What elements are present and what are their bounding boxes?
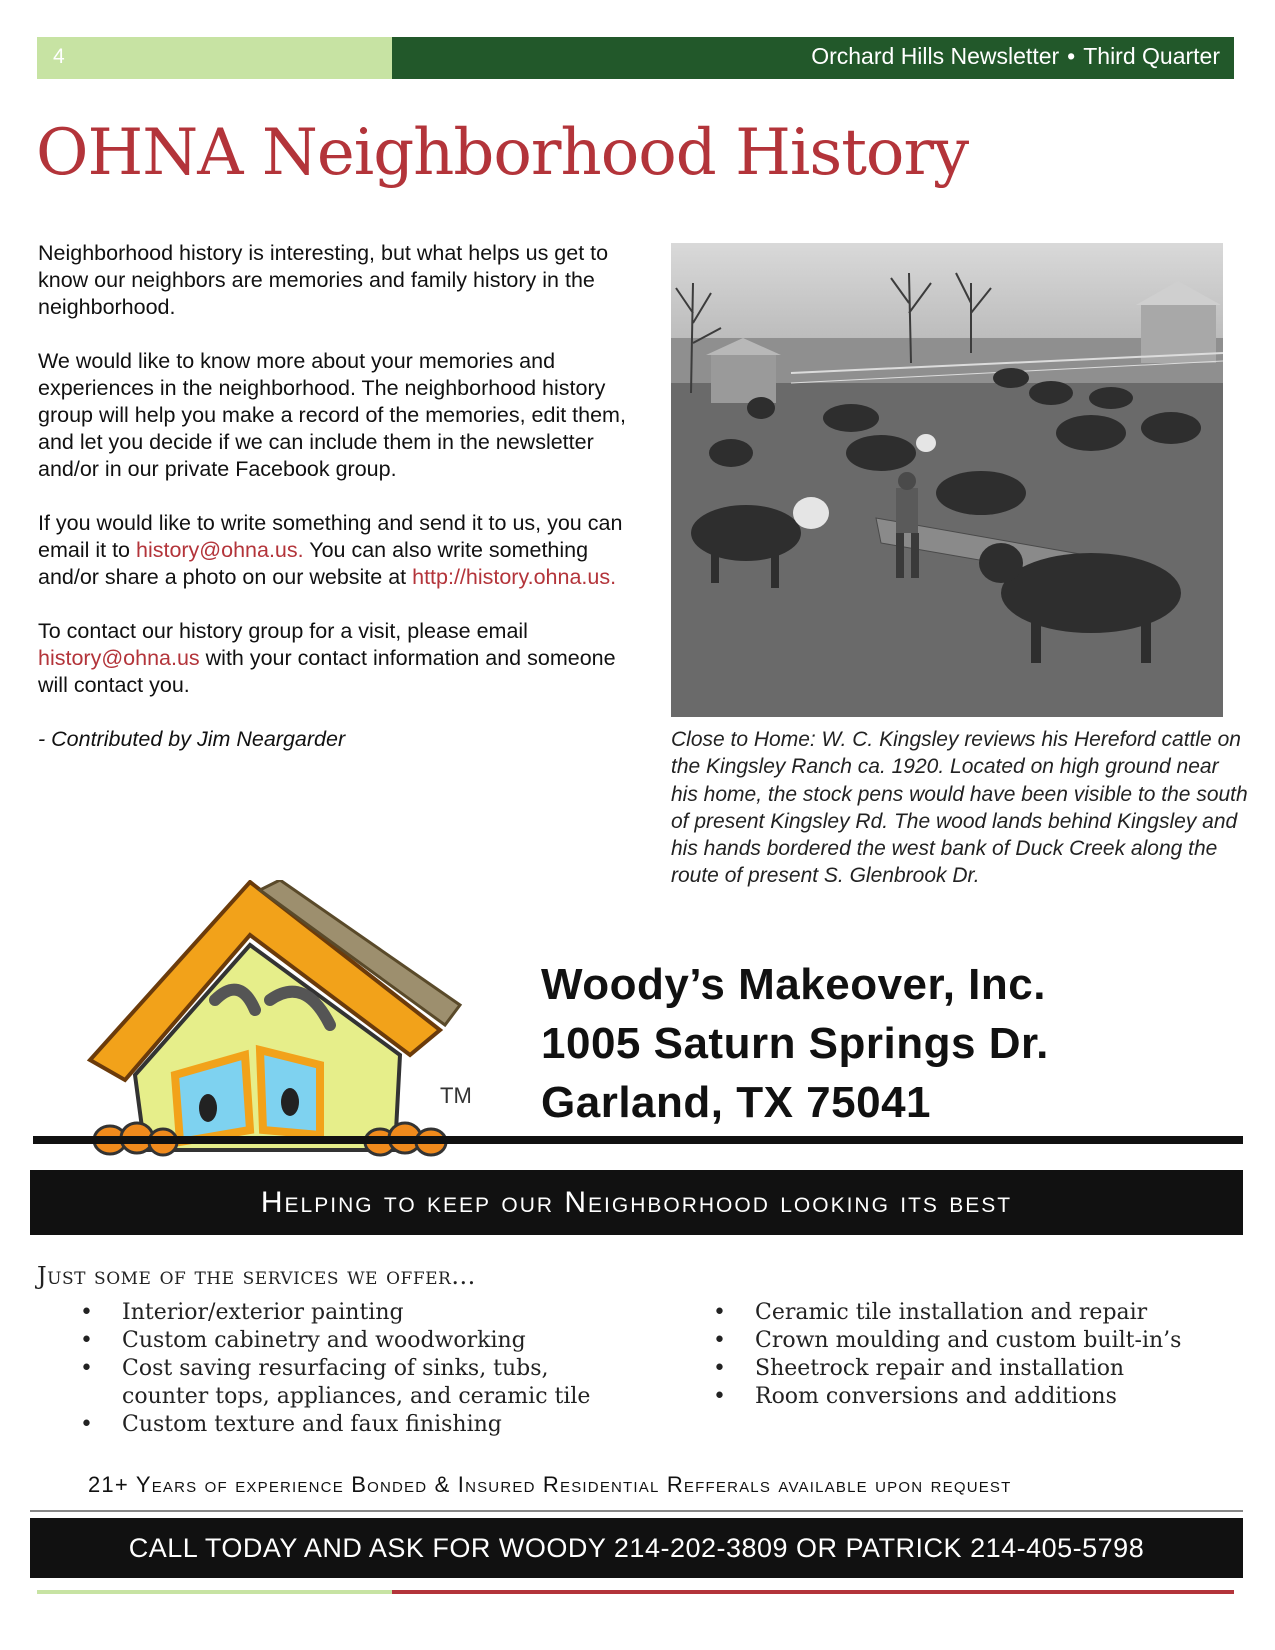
ad-slogan: Helping to keep our Neighborhood looking its best bbox=[260, 1185, 1013, 1219]
website-link[interactable]: http://history.ohna.us. bbox=[412, 565, 617, 589]
service-item: • Crown moulding and custom built-in’s bbox=[713, 1327, 1233, 1355]
services-list-right bbox=[713, 1299, 1233, 1411]
house-mascot-logo bbox=[65, 880, 485, 1165]
trademark-mark: TM bbox=[440, 1083, 472, 1108]
article-paragraph: Neighborhood history is interesting, but what helps us get to know our neighbors are memories and family history in the neighborhood. bbox=[38, 241, 609, 319]
article-paragraph: We would like to know more about your memories and experiences in the neighborhood. The neighborhood history group will help you make a record of the memories, edit them, and let you decide if we can include them in the newsletter and/or in our private Facebook group. bbox=[38, 349, 626, 481]
header-accent-dark bbox=[392, 37, 1234, 79]
footer-accent-light bbox=[37, 1590, 392, 1594]
issue-label: Third Quarter bbox=[1083, 43, 1220, 69]
paragraph-text: You can also write something and/or share a photo on our website at bbox=[38, 538, 589, 589]
service-item: • Interior/exterior painting bbox=[80, 1299, 640, 1327]
house-illustration bbox=[65, 880, 485, 1165]
paragraph-text: If you would like to write something and send it to us, you can email it to bbox=[38, 511, 623, 562]
ad-street-address: 1005 Saturn Springs Dr. bbox=[541, 1019, 1049, 1068]
header-separator: • bbox=[1067, 43, 1076, 69]
ad-slogan-banner bbox=[30, 1170, 1243, 1235]
services-heading: Just some of the services we offer... bbox=[37, 1262, 476, 1290]
service-item: • Custom cabinetry and woodworking bbox=[80, 1327, 640, 1355]
paragraph-text: To contact our history group for a visit, please email bbox=[38, 619, 528, 643]
service-item: • Ceramic tile installation and repair bbox=[713, 1299, 1233, 1327]
article-paragraph bbox=[38, 618, 628, 699]
ad-city-state-zip: Garland, TX 75041 bbox=[541, 1078, 932, 1127]
email-link[interactable]: history@ohna.us. bbox=[135, 538, 304, 562]
page-number: 4 bbox=[53, 45, 65, 68]
newsletter-title bbox=[811, 43, 1220, 70]
newsletter-name: Orchard Hills Newsletter bbox=[811, 43, 1060, 69]
ad-call-text: CALL TODAY AND ASK FOR WOODY 214-202-3809 OR PATRICK 214-405-5798 bbox=[128, 1532, 1145, 1563]
article-paragraph bbox=[38, 510, 628, 591]
credentials-divider bbox=[30, 1510, 1243, 1512]
page-header bbox=[37, 37, 1234, 79]
ad-call-banner bbox=[30, 1518, 1243, 1578]
ad-company-name: Woody’s Makeover, Inc. bbox=[541, 960, 1046, 1009]
service-item: • Room conversions and additions bbox=[713, 1383, 1233, 1411]
photo-illustration bbox=[671, 243, 1223, 717]
article-body bbox=[38, 240, 628, 780]
ad-divider bbox=[33, 1136, 1243, 1144]
photo-caption: Close to Home: W. C. Kingsley reviews his Hereford cattle on the Kingsley Ranch ca. 1920. Located on high ground near his home, the stock pens would have been visible to the south of present Kingsley Rd. The wood lands behind Kingsley and his hands bordered the west bank of Duck Creek along the route of present S. Glenbrook Dr. bbox=[671, 728, 1248, 888]
header-accent-light bbox=[37, 37, 392, 79]
service-item: • Sheetrock repair and installation bbox=[713, 1355, 1233, 1383]
email-link[interactable]: history@ohna.us bbox=[38, 646, 200, 670]
paragraph-text: with your contact information and someone will contact you. bbox=[38, 646, 616, 697]
services-list-left bbox=[80, 1299, 640, 1439]
footer-accent-red bbox=[392, 1590, 1234, 1594]
service-item: • Cost saving resurfacing of sinks, tubs, counter tops, appliances, and ceramic tile bbox=[80, 1355, 640, 1411]
ad-credentials: 21+ Years of experience Bonded & Insured Residential Refferals available upon request bbox=[88, 1472, 1012, 1497]
article-credit: - Contributed by Jim Neargarder bbox=[38, 727, 346, 751]
page-title: OHNA Neighborhood History bbox=[36, 116, 969, 190]
historical-cattle-photo bbox=[671, 243, 1223, 717]
service-item: • Custom texture and faux finishing bbox=[80, 1411, 640, 1439]
